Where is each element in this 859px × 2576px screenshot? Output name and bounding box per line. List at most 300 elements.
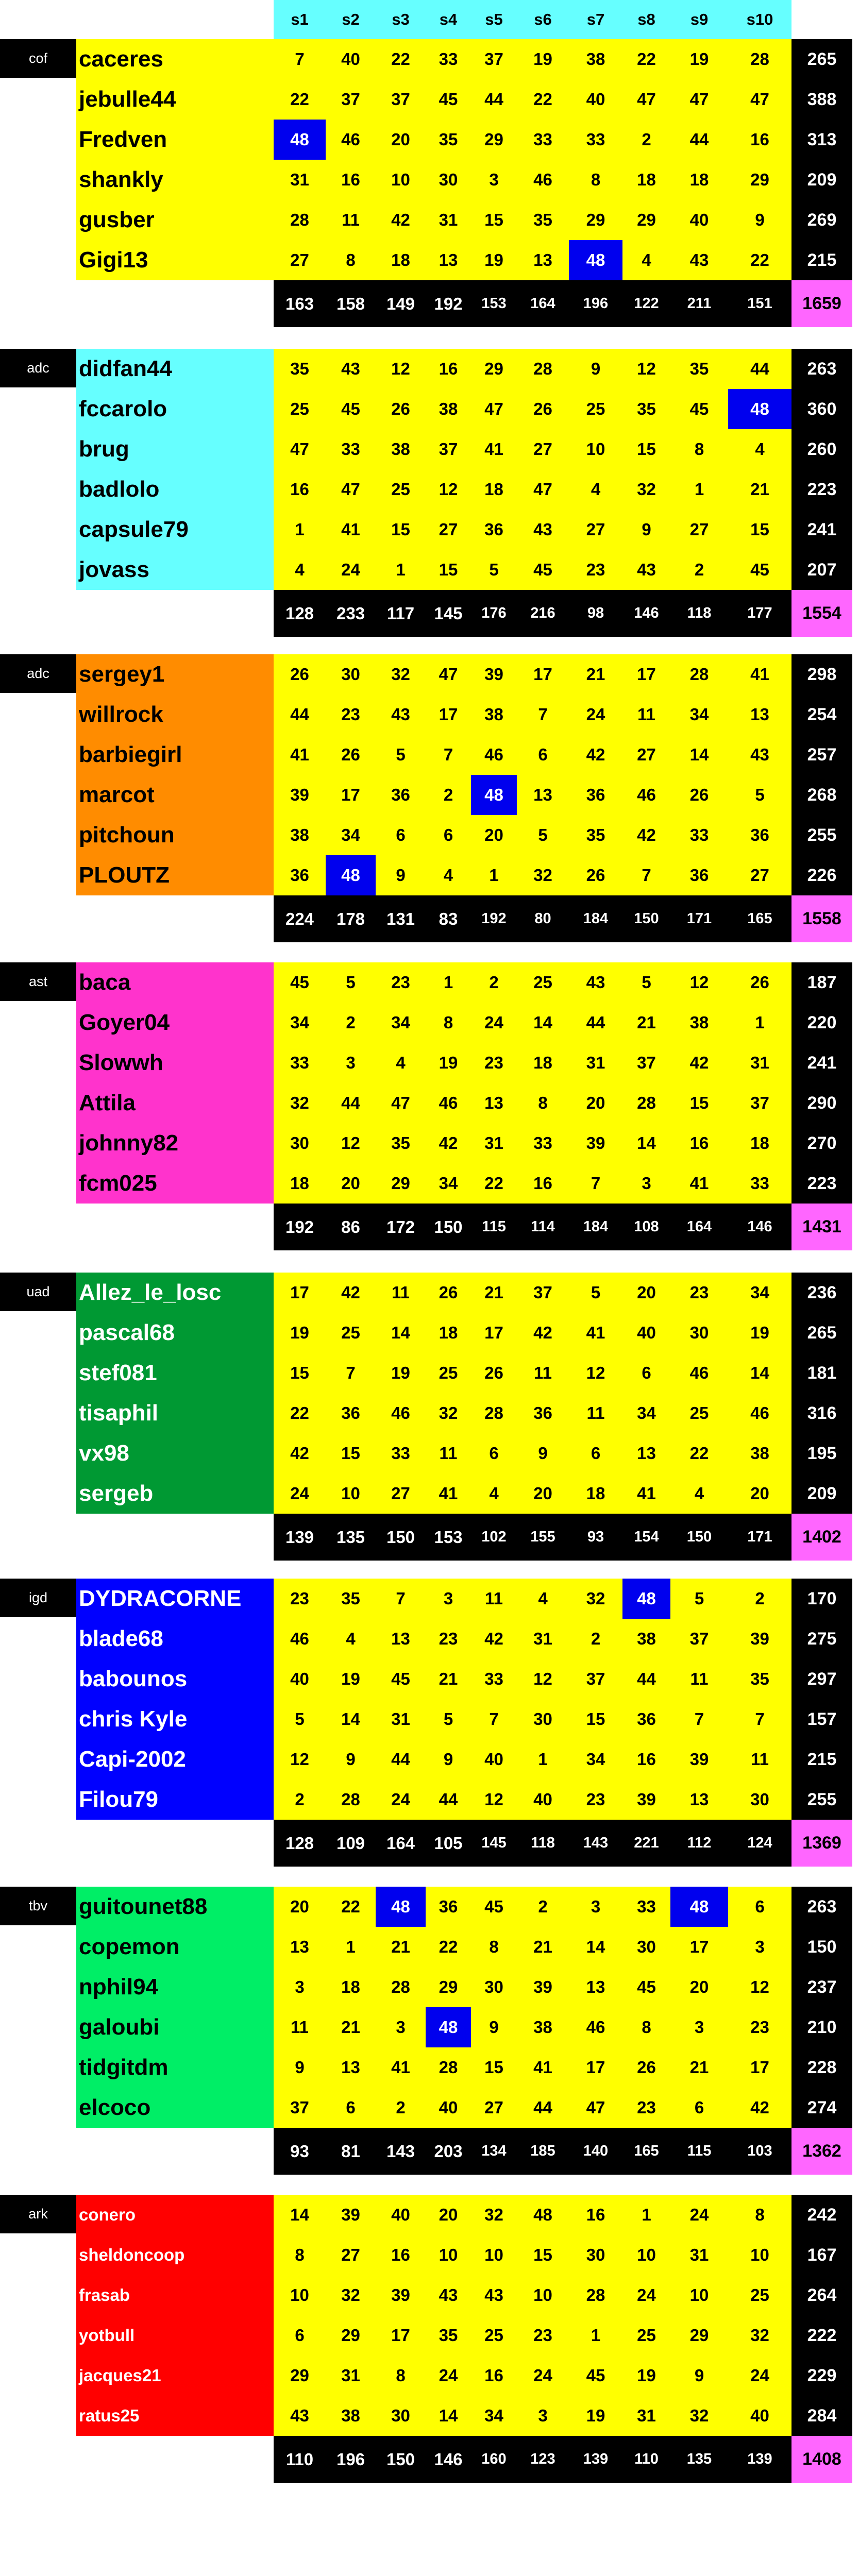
team-block-igd [0, 1579, 859, 1867]
score-cell: 37 [341, 90, 360, 109]
score-cell: 34 [391, 1013, 410, 1032]
column-sum: 98 [587, 605, 604, 621]
score-cell: 34 [586, 1750, 605, 1769]
column-sum: 221 [634, 1835, 659, 1851]
score-cell: 27 [290, 250, 309, 269]
score-cell: 43 [290, 2406, 309, 2425]
player-name: capsule79 [79, 517, 189, 542]
score-cell: 42 [637, 825, 656, 844]
score-cell: 30 [637, 1937, 656, 1956]
score-cell: 31 [586, 1053, 605, 1072]
score-cell: 19 [586, 2406, 605, 2425]
column-sum: 124 [747, 1835, 772, 1851]
column-sum: 233 [336, 603, 365, 623]
score-cell: 48 [670, 1887, 728, 1927]
score-cell: 24 [586, 705, 605, 724]
column-header-s3: s3 [376, 0, 426, 39]
score-cell: 37 [689, 1629, 709, 1648]
team-tag: igd [0, 1579, 76, 1617]
team-block-adc [0, 349, 859, 637]
score-cell: 43 [391, 705, 410, 724]
player-name: jebulle44 [79, 87, 176, 112]
score-cell: 5 [346, 973, 356, 992]
score-cell: 47 [484, 399, 503, 418]
score-cell: 30 [391, 2406, 410, 2425]
column-sum: 154 [634, 1529, 659, 1545]
column-sum: 110 [285, 2449, 314, 2469]
score-cell: 30 [586, 2245, 605, 2264]
score-cell: 7 [538, 705, 548, 724]
player-total: 254 [791, 694, 852, 735]
column-sum: 114 [531, 1218, 555, 1235]
column-sum: 143 [583, 1835, 609, 1851]
score-cell: 17 [586, 2058, 605, 2077]
column-sum: 109 [336, 1833, 365, 1853]
score-cell: 31 [637, 2406, 656, 2425]
column-sum: 108 [634, 1218, 659, 1235]
score-cell: 9 [346, 1750, 356, 1769]
score-cell: 28 [750, 49, 769, 69]
score-cell: 6 [443, 825, 453, 844]
score-cell: 28 [484, 1403, 503, 1422]
player-total: 268 [791, 775, 852, 815]
score-cell: 15 [637, 439, 656, 459]
score-cell: 42 [341, 1283, 360, 1302]
score-cell: 31 [391, 1709, 410, 1728]
score-cell: 22 [439, 1937, 458, 1956]
score-cell: 12 [689, 973, 709, 992]
grand-total: 1431 [791, 1204, 852, 1250]
score-cell: 17 [341, 785, 360, 804]
column-sum: 105 [434, 1833, 463, 1853]
score-cell: 13 [750, 705, 769, 724]
score-cell: 45 [439, 90, 458, 109]
player-name: caceres [79, 46, 163, 72]
score-cell: 40 [533, 1790, 552, 1809]
player-total: 209 [791, 1473, 852, 1514]
score-cell: 34 [689, 705, 709, 724]
score-cell: 27 [689, 520, 709, 539]
score-cell: 24 [341, 560, 360, 579]
score-cell: 8 [755, 2205, 765, 2224]
score-cell: 46 [439, 1093, 458, 1112]
score-cell: 15 [484, 210, 503, 229]
player-column [76, 1579, 274, 1820]
column-sum: 151 [747, 295, 772, 312]
column-header-s5: s5 [471, 0, 517, 39]
score-cell: 3 [396, 2018, 406, 2037]
score-cell: 13 [341, 2058, 360, 2077]
column-sum: 128 [285, 1833, 314, 1853]
score-cell: 14 [750, 1363, 769, 1382]
score-cell: 26 [484, 1363, 503, 1382]
score-cell: 11 [291, 2018, 309, 2037]
score-cell: 21 [439, 1669, 458, 1688]
player-name: pascal68 [79, 1320, 175, 1345]
player-total: 215 [791, 1739, 852, 1780]
score-cell: 10 [750, 2245, 769, 2264]
score-cell: 14 [290, 2205, 309, 2224]
score-cell: 6 [591, 1444, 601, 1463]
column-sum: 192 [285, 1217, 314, 1236]
column-sum: 171 [747, 1529, 772, 1545]
score-cell: 9 [489, 2018, 499, 2037]
score-cell: 39 [750, 1629, 769, 1648]
score-cell: 43 [586, 973, 605, 992]
score-cell: 43 [439, 2285, 458, 2304]
score-cell: 5 [538, 825, 548, 844]
score-cell: 48 [471, 775, 517, 815]
score-cell: 29 [484, 130, 503, 149]
score-cell: 22 [391, 49, 410, 69]
score-cell: 41 [637, 1484, 656, 1503]
score-cell: 6 [755, 1897, 765, 1916]
score-cell: 8 [694, 439, 704, 459]
player-total: 269 [791, 200, 852, 240]
score-cell: 15 [750, 520, 769, 539]
column-sum: 139 [285, 1527, 314, 1547]
score-cell: 46 [637, 785, 656, 804]
score-cell: 7 [443, 745, 453, 764]
score-cell: 20 [586, 1093, 605, 1112]
column-sum: 177 [747, 605, 772, 621]
player-total: 207 [791, 550, 852, 590]
score-cell: 46 [341, 130, 360, 149]
score-cell: 48 [326, 855, 376, 895]
player-name: didfan44 [79, 356, 172, 381]
score-cell: 23 [484, 1053, 503, 1072]
column-sum: 93 [587, 1529, 604, 1545]
score-cell: 21 [689, 2058, 709, 2077]
score-cell: 7 [396, 1589, 406, 1608]
player-total: 241 [791, 1043, 852, 1083]
player-total: 226 [791, 855, 852, 895]
column-sum: 184 [583, 910, 609, 927]
column-sum: 164 [386, 1833, 415, 1853]
score-cell: 41 [391, 2058, 410, 2077]
score-cell: 44 [689, 130, 709, 149]
score-cell: 40 [750, 2406, 769, 2425]
score-cell: 7 [346, 1363, 356, 1382]
score-cell: 30 [439, 170, 458, 189]
score-cell: 15 [290, 1363, 309, 1382]
player-total: 228 [791, 2047, 852, 2088]
score-cell: 45 [689, 399, 709, 418]
column-sum: 176 [481, 605, 507, 621]
team-tag: tbv [0, 1887, 76, 1925]
score-cell: 9 [642, 520, 651, 539]
score-cell: 7 [642, 866, 651, 885]
player-name: badlolo [79, 477, 160, 502]
score-cell: 17 [290, 1283, 309, 1302]
score-cell: 16 [484, 2366, 503, 2385]
score-cell: 37 [439, 439, 458, 459]
score-cell: 9 [295, 2058, 305, 2077]
column-header-s2: s2 [326, 0, 376, 39]
score-cell: 38 [533, 2018, 552, 2037]
score-cell: 36 [533, 1403, 552, 1422]
column-header-s1: s1 [274, 0, 326, 39]
score-cell: 47 [391, 1093, 410, 1112]
player-name: babounos [79, 1666, 188, 1691]
score-cell: 1 [694, 480, 704, 499]
player-total: 257 [791, 735, 852, 775]
player-total: 298 [791, 654, 852, 694]
column-sum: 163 [285, 294, 314, 313]
score-cell: 11 [690, 1669, 709, 1688]
column-sum: 93 [290, 2141, 309, 2161]
score-cell: 13 [484, 1093, 503, 1112]
score-cell: 14 [341, 1709, 360, 1728]
score-cell: 10 [533, 2285, 552, 2304]
score-cell: 37 [484, 49, 503, 69]
player-name: shankly [79, 167, 163, 192]
score-cell: 39 [391, 2285, 410, 2304]
column-sum: 115 [687, 2143, 712, 2159]
player-total: 195 [791, 1433, 852, 1473]
score-cell: 37 [637, 1053, 656, 1072]
score-cell: 39 [484, 665, 503, 684]
score-cell: 18 [341, 1977, 360, 1996]
score-cell: 28 [689, 665, 709, 684]
score-cell: 1 [295, 520, 305, 539]
column-header-s8: s8 [622, 0, 670, 39]
player-column [76, 1887, 274, 2128]
score-cell: 1 [642, 2205, 651, 2224]
score-cell: 11 [439, 1444, 458, 1463]
player-name: pitchoun [79, 822, 175, 848]
score-cell: 26 [391, 399, 410, 418]
player-name: brug [79, 436, 129, 462]
score-cell: 35 [439, 130, 458, 149]
column-sum: 81 [341, 2141, 360, 2161]
score-cell: 22 [637, 49, 656, 69]
score-cell: 6 [295, 2326, 305, 2345]
player-name: baca [79, 970, 131, 995]
score-cell: 23 [750, 2018, 769, 2037]
score-cell: 2 [295, 1790, 305, 1809]
score-cell: 48 [622, 1579, 670, 1619]
score-cell: 17 [484, 1323, 503, 1342]
score-cell: 27 [391, 1484, 410, 1503]
player-total: 260 [791, 429, 852, 469]
score-cell: 3 [755, 1937, 765, 1956]
score-cell: 11 [637, 705, 655, 724]
column-sum: 146 [434, 2449, 463, 2469]
score-cell: 22 [689, 1444, 709, 1463]
player-name: vx98 [79, 1440, 129, 1466]
score-cell: 37 [586, 1669, 605, 1688]
score-cell: 20 [750, 1484, 769, 1503]
score-cell: 34 [439, 1174, 458, 1193]
score-cell: 33 [586, 130, 605, 149]
score-cell: 33 [290, 1053, 309, 1072]
score-cell: 39 [290, 785, 309, 804]
score-cell: 46 [391, 1403, 410, 1422]
score-cell: 28 [391, 1977, 410, 1996]
score-cell: 39 [533, 1977, 552, 1996]
score-cell: 4 [642, 250, 651, 269]
score-cell: 36 [689, 866, 709, 885]
team-tag: uad [0, 1273, 76, 1311]
score-cell: 20 [341, 1174, 360, 1193]
player-total: 170 [791, 1579, 852, 1619]
score-cell: 46 [750, 1403, 769, 1422]
score-cell: 44 [586, 1013, 605, 1032]
score-cell: 24 [533, 2366, 552, 2385]
score-cell: 14 [391, 1323, 410, 1342]
column-sum: 86 [341, 1217, 360, 1236]
score-cell: 11 [534, 1363, 552, 1382]
score-cell: 35 [533, 210, 552, 229]
score-cell: 11 [392, 1283, 410, 1302]
player-name: DYDRACORNE [79, 1586, 242, 1611]
score-cell: 20 [689, 1977, 709, 1996]
score-cell: 16 [586, 2205, 605, 2224]
column-sum: 135 [336, 1527, 365, 1547]
score-cell: 2 [694, 560, 704, 579]
score-cell: 25 [533, 973, 552, 992]
grand-total: 1659 [791, 280, 852, 327]
score-cell: 21 [341, 2018, 360, 2037]
score-cell: 18 [586, 1484, 605, 1503]
player-name: Fredven [79, 127, 167, 152]
score-cell: 27 [341, 2245, 360, 2264]
column-sum: 123 [530, 2451, 555, 2467]
score-cell: 18 [484, 480, 503, 499]
score-cell: 33 [341, 439, 360, 459]
score-cell: 47 [533, 480, 552, 499]
score-cell: 13 [439, 250, 458, 269]
player-name: sheldoncoop [79, 2245, 185, 2264]
column-sum-row [274, 2436, 791, 2483]
score-cell: 1 [396, 560, 406, 579]
score-cell: 38 [750, 1444, 769, 1463]
score-cell: 34 [484, 2406, 503, 2425]
score-cell: 10 [484, 2245, 503, 2264]
player-name: Filou79 [79, 1787, 159, 1812]
score-cell: 25 [341, 1323, 360, 1342]
score-cell: 36 [391, 785, 410, 804]
score-cell: 14 [689, 745, 709, 764]
score-grid [274, 39, 791, 280]
score-cell: 37 [533, 1283, 552, 1302]
score-cell: 37 [750, 1093, 769, 1112]
score-cell: 14 [637, 1133, 656, 1153]
score-cell: 26 [341, 745, 360, 764]
score-cell: 18 [750, 1133, 769, 1153]
player-name: ratus25 [79, 2406, 140, 2425]
score-cell: 18 [439, 1323, 458, 1342]
team-tag: ark [0, 2195, 76, 2233]
score-cell: 35 [689, 359, 709, 378]
score-cell: 47 [637, 90, 656, 109]
score-cell: 18 [290, 1174, 309, 1193]
column-sum: 153 [434, 1527, 463, 1547]
score-cell: 46 [586, 2018, 605, 2037]
score-cell: 15 [484, 2058, 503, 2077]
score-cell: 5 [694, 1589, 704, 1608]
score-cell: 16 [533, 1174, 552, 1193]
score-cell: 25 [484, 2326, 503, 2345]
score-cell: 15 [341, 1444, 360, 1463]
score-cell: 45 [586, 2366, 605, 2385]
score-cell: 4 [295, 560, 305, 579]
score-cell: 6 [642, 1363, 651, 1382]
score-cell: 21 [391, 1937, 410, 1956]
score-cell: 35 [290, 359, 309, 378]
score-cell: 8 [642, 2018, 651, 2037]
score-cell: 12 [637, 359, 656, 378]
score-cell: 6 [346, 2098, 356, 2117]
score-cell: 8 [591, 170, 601, 189]
column-sum: 145 [481, 1835, 507, 1851]
column-sum: 196 [583, 295, 609, 312]
column-sum: 139 [747, 2451, 772, 2467]
score-cell: 48 [533, 2205, 552, 2224]
score-cell: 7 [591, 1174, 601, 1193]
column-header-s10: s10 [728, 0, 791, 39]
score-cell: 48 [426, 2007, 471, 2047]
score-cell: 41 [750, 665, 769, 684]
score-cell: 10 [637, 2245, 656, 2264]
column-sum: 164 [686, 1218, 712, 1235]
score-cell: 18 [689, 170, 709, 189]
score-cell: 2 [591, 1629, 601, 1648]
score-cell: 24 [439, 2366, 458, 2385]
score-cell: 23 [533, 2326, 552, 2345]
player-name: barbiegirl [79, 742, 182, 767]
column-sum: 150 [434, 1217, 463, 1236]
column-sum: 211 [687, 295, 712, 312]
player-name: elcoco [79, 2095, 151, 2120]
column-sum: 192 [481, 910, 507, 927]
column-header-s6: s6 [517, 0, 569, 39]
score-cell: 36 [750, 825, 769, 844]
score-cell: 44 [391, 1750, 410, 1769]
score-cell: 48 [569, 240, 622, 280]
score-cell: 25 [750, 2285, 769, 2304]
score-cell: 25 [439, 1363, 458, 1382]
column-sum: 118 [687, 605, 712, 621]
score-cell: 24 [637, 2285, 656, 2304]
score-cell: 32 [750, 2326, 769, 2345]
player-total: 223 [791, 1163, 852, 1204]
column-sum-row [274, 895, 791, 942]
score-cell: 12 [586, 1363, 605, 1382]
score-cell: 19 [341, 1669, 360, 1688]
score-cell: 38 [391, 439, 410, 459]
score-cell: 3 [346, 1053, 356, 1072]
score-cell: 20 [637, 1283, 656, 1302]
score-cell: 13 [586, 1977, 605, 1996]
score-cell: 15 [533, 2245, 552, 2264]
column-sum: 172 [386, 1217, 415, 1236]
score-grid [274, 1887, 791, 2128]
score-cell: 24 [689, 2205, 709, 2224]
player-total: 274 [791, 2088, 852, 2128]
score-cell: 44 [637, 1669, 656, 1688]
score-cell: 9 [591, 359, 601, 378]
score-cell: 36 [586, 785, 605, 804]
player-total: 187 [791, 962, 852, 1003]
score-cell: 29 [586, 210, 605, 229]
column-sum: 150 [386, 1527, 415, 1547]
score-cell: 35 [439, 2326, 458, 2345]
score-cell: 16 [750, 130, 769, 149]
score-cell: 23 [637, 2098, 656, 2117]
score-cell: 28 [290, 210, 309, 229]
